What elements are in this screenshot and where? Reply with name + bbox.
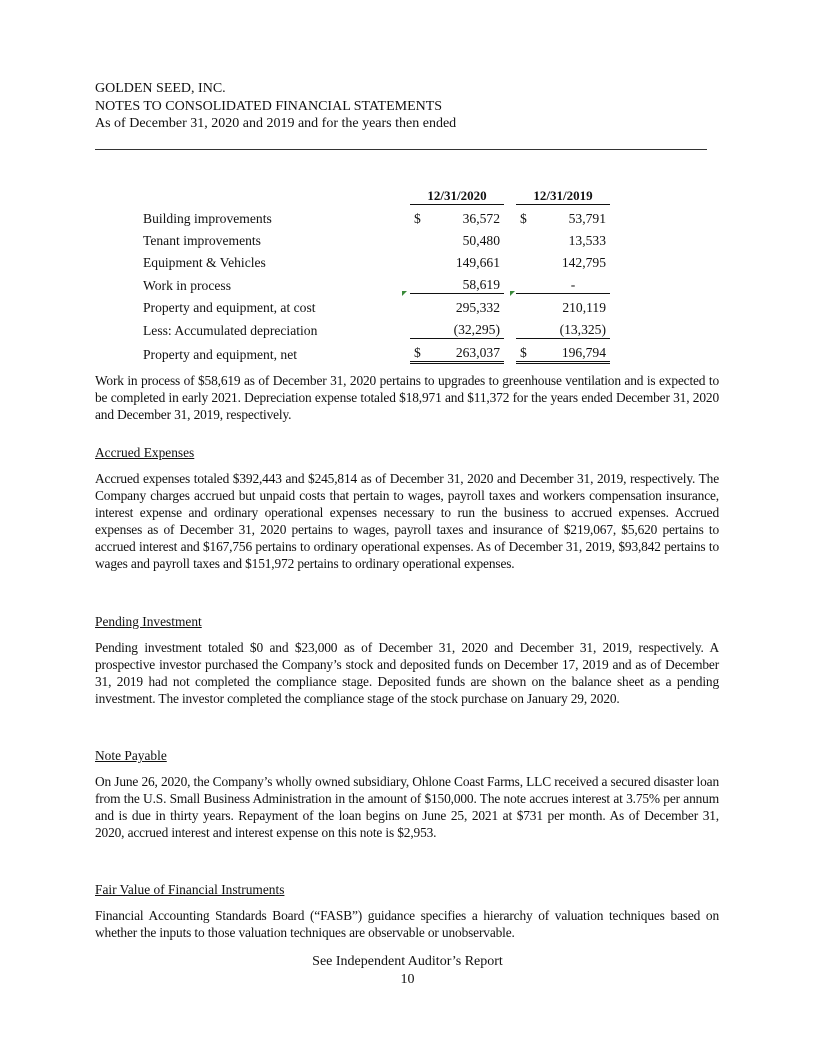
error-check-icon <box>402 291 407 296</box>
column-header-2019: 12/31/2019 <box>516 186 610 205</box>
auditor-report-note: See Independent Auditor’s Report <box>312 954 503 969</box>
accrued-expenses-heading: Accrued Expenses <box>95 445 195 460</box>
note-payable-heading: Note Payable <box>95 748 167 763</box>
row-label: Tenant improvements <box>143 233 261 248</box>
row-label: Equipment & Vehicles <box>143 255 266 270</box>
accrued-expenses-paragraph: Accrued expenses totaled $392,443 and $245,814 as of December 31, 2020 and December 31, 2019, respectively. The Company charges accrued but unpaid costs that pertain to wages, payroll taxes and workers compensation insurance, interest expense and ordinary operational expenses necessary to run the business to accrued expenses. Accrued expenses as of December 31, 2020 pertains to wages, payroll taxes and insurance of $219,067, $5,620 pertains to accrued interest and $167,756 pertains to ordinary operational expenses. As of December 31, 2019, $93,842 pertains to wages and payroll taxes and $151,972 pertains to ordinary operational expenses. <box>95 471 719 571</box>
pending-investment-paragraph: Pending investment totaled $0 and $23,000 as of December 31, 2020 and December 31, 2019, respectively. A prospective investor purchased the Company’s stock and deposited funds on December 17, 2019 and as of December 31, 2019 had not completed the compliance stage. Deposited funds are shown on the balance sheet as a pending investment. The investor completed the compliance stage of the stock purchase on January 29, 2020. <box>95 640 719 706</box>
period-line: As of December 31, 2020 and 2019 and for the years then ended <box>95 116 457 131</box>
document-header <box>95 80 456 133</box>
header-divider <box>95 149 707 150</box>
company-name: GOLDEN SEED, INC. <box>95 81 226 96</box>
note-payable-paragraph: On June 26, 2020, the Company’s wholly owned subsidiary, Ohlone Coast Farms, LLC received a secured disaster loan from the U.S. Small Business Administration in the amount of $150,000. The note accrues interest at 3.75% per annum and is due in thirty years. Repayment of the loan begins on June 25, 2021 at $731 per month. As of December 31, 2020, accrued interest and interest expense on this note is $2,953. <box>95 774 719 840</box>
dollar-sign: $ <box>414 211 421 226</box>
dollar-sign: $ <box>520 211 527 226</box>
page-number: 10 <box>400 972 415 987</box>
table-row <box>143 294 610 317</box>
value-2020: (32,295) <box>453 322 500 337</box>
value-2019: - <box>570 277 576 292</box>
row-label: Less: Accumulated depreciation <box>143 322 318 338</box>
value-2020: 36,572 <box>462 211 500 226</box>
value-2019: 210,119 <box>562 300 606 315</box>
error-check-icon <box>510 291 515 296</box>
property-equipment-table <box>143 186 610 364</box>
value-2019: 53,791 <box>568 211 606 226</box>
fair-value-paragraph: Financial Accounting Standards Board (“FASB”) guidance specifies a hierarchy of valuation techniques based on whether the inputs to those valuation techniques are observable or unobservable. <box>95 908 719 940</box>
dollar-sign: $ <box>414 345 421 360</box>
table-row <box>143 205 610 228</box>
value-2020: 263,037 <box>455 345 500 360</box>
value-2020: 58,619 <box>462 277 500 292</box>
row-label: Property and equipment, net <box>143 346 298 362</box>
row-label: Building improvements <box>143 211 272 226</box>
notes-title: NOTES TO CONSOLIDATED FINANCIAL STATEMENTS <box>95 98 443 114</box>
column-header-2020: 12/31/2020 <box>410 186 504 205</box>
fair-value-heading: Fair Value of Financial Instruments <box>95 882 285 897</box>
table-row <box>143 271 610 294</box>
value-2019: 13,533 <box>568 233 606 248</box>
table-row <box>143 316 610 339</box>
value-2020: 50,480 <box>462 233 500 248</box>
pending-investment-heading: Pending Investment <box>95 614 202 629</box>
row-label: Work in process <box>143 277 232 293</box>
value-2019: 196,794 <box>561 345 606 360</box>
work-in-process-paragraph: Work in process of $58,619 as of December 31, 2020 pertains to upgrades to greenhouse ventilation and is expected to be completed in early 2021. Depreciation expense totaled $18,971 and $11,372 for the years ended December 31, 2020 and December 31, 2019, respectively. <box>95 373 719 422</box>
table-row <box>143 227 610 249</box>
page-footer <box>0 953 815 989</box>
value-2020: 149,661 <box>455 255 500 270</box>
value-2019: 142,795 <box>561 255 606 270</box>
value-2020: 295,332 <box>455 300 500 315</box>
table-header-row <box>143 186 610 205</box>
dollar-sign: $ <box>520 345 527 360</box>
table-row <box>143 249 610 271</box>
value-2019: (13,325) <box>559 322 606 337</box>
row-label: Property and equipment, at cost <box>143 300 316 315</box>
table-row <box>143 339 610 363</box>
